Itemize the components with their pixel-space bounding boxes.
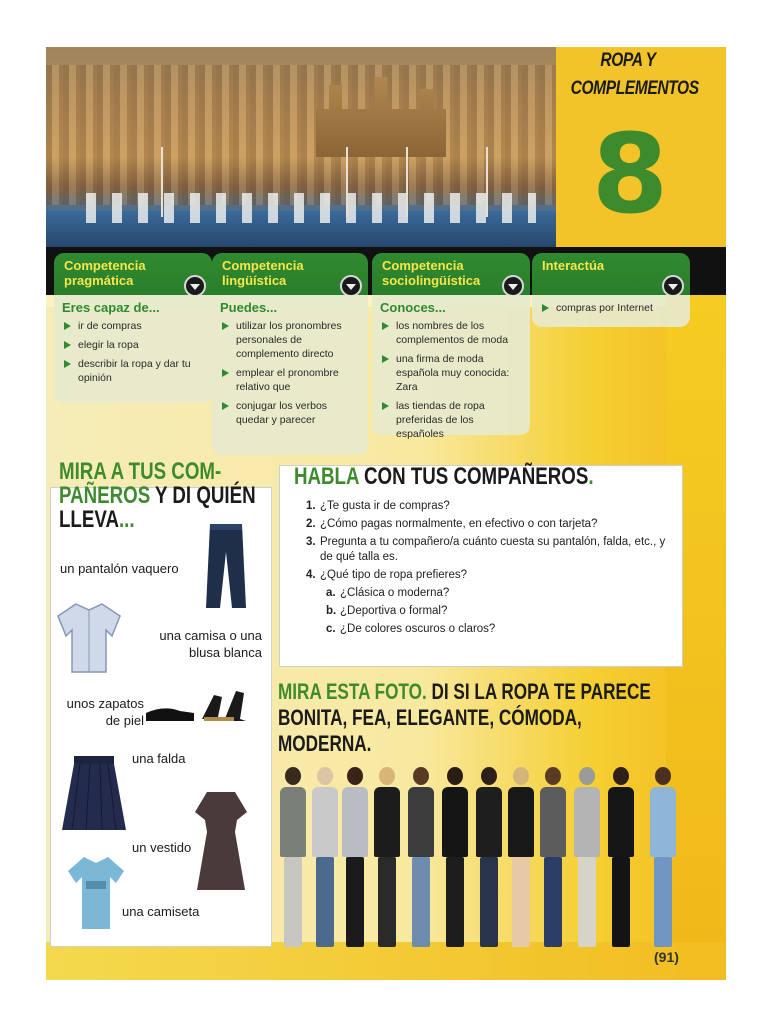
list-item: conjugar los verbos quedar y parecer bbox=[220, 399, 360, 427]
subquestion-text: ¿Deportiva o formal? bbox=[340, 605, 448, 617]
shirt-icon bbox=[54, 600, 124, 674]
subquestion-letter: b. bbox=[326, 605, 337, 617]
list-item: describir la ropa y dar tu opinión bbox=[62, 357, 204, 385]
tshirt-icon bbox=[66, 855, 126, 931]
chevron-down-icon[interactable] bbox=[340, 275, 362, 297]
chapter-title bbox=[570, 47, 699, 103]
subquestion-item bbox=[306, 622, 676, 637]
tab-title: Competencia sociolingüística bbox=[382, 258, 481, 288]
card-interactua bbox=[532, 295, 690, 327]
photo-buildings bbox=[46, 65, 556, 205]
person-figure bbox=[540, 767, 566, 947]
habla-heading-part: CON TUS COMPAÑEROS bbox=[358, 463, 589, 490]
habla-heading bbox=[294, 465, 594, 489]
photo-boats bbox=[86, 193, 536, 223]
clothes-label-shirt: una camisa o una blusa blanca bbox=[159, 628, 262, 660]
mira-heading-dots: ... bbox=[118, 506, 135, 533]
person-figure bbox=[508, 767, 534, 947]
tab-competencia-sociolinguistica[interactable] bbox=[372, 253, 530, 295]
chapter-title-line1: ROPA Y bbox=[600, 50, 656, 71]
mira-heading-part: MIRA A TUS COM- bbox=[59, 458, 222, 485]
question-item bbox=[306, 517, 676, 532]
person-figure bbox=[476, 767, 502, 947]
question-text: ¿Cómo pagas normalmente, en efectivo o con tarjeta? bbox=[320, 518, 598, 530]
person-figure bbox=[574, 767, 600, 947]
question-number: 3. bbox=[306, 536, 316, 548]
shoes-icon bbox=[144, 683, 254, 729]
clothes-label-jeans: un pantalón vaquero bbox=[60, 561, 179, 576]
city-harbor-photo bbox=[46, 47, 556, 247]
tab-title: Competencia pragmática bbox=[64, 258, 146, 288]
photo-mast bbox=[346, 147, 348, 217]
list-item: elegir la ropa bbox=[62, 338, 204, 352]
dress-icon bbox=[193, 788, 249, 892]
clothes-label-skirt: una falda bbox=[132, 751, 186, 766]
jeans-icon bbox=[204, 522, 248, 610]
list-item: ir de compras bbox=[62, 319, 204, 333]
mira-heading-part: LLEVA bbox=[59, 506, 119, 533]
photo-mast bbox=[161, 147, 163, 217]
person-figure bbox=[280, 767, 306, 947]
subquestion-letter: c. bbox=[326, 623, 336, 635]
list-item: una firma de moda española muy conocida: Zara bbox=[380, 352, 522, 394]
list-item: los nombres de los complementos de moda bbox=[380, 319, 522, 347]
card-intro: Conoces... bbox=[380, 300, 446, 315]
subquestion-letter: a. bbox=[326, 587, 336, 599]
clothes-label-tshirt: una camiseta bbox=[122, 904, 200, 919]
foto-heading-part: MIRA ESTA FOTO. bbox=[278, 679, 427, 704]
chevron-down-icon[interactable] bbox=[662, 275, 684, 297]
mira-heading-part: PAÑEROS bbox=[59, 482, 151, 509]
question-text: ¿Te gusta ir de compras? bbox=[320, 500, 450, 512]
chapter-number: 8 bbox=[591, 110, 669, 238]
question-number: 4. bbox=[306, 569, 316, 581]
photo-mast bbox=[406, 147, 408, 217]
card-pragmatica bbox=[54, 295, 212, 403]
card-intro: Eres capaz de... bbox=[62, 300, 160, 315]
subquestion-item bbox=[306, 586, 676, 601]
card-intro: Puedes... bbox=[220, 300, 278, 315]
subquestion-text: ¿De colores oscuros o claros? bbox=[340, 623, 496, 635]
tab-interactua[interactable] bbox=[532, 253, 690, 295]
list-item: las tiendas de ropa preferidas de los españoles bbox=[380, 399, 522, 441]
clothes-label-dress: un vestido bbox=[132, 840, 192, 855]
foto-heading-part: DI SI LA ROPA TE PARECE BONITA, FEA, ELEGANTE, CÓMODA, MODERNA. bbox=[278, 679, 651, 756]
list-item: utilizar los pronombres personales de complemento directo bbox=[220, 319, 360, 361]
chevron-down-icon[interactable] bbox=[502, 275, 524, 297]
bottom-strip bbox=[46, 942, 726, 980]
textbook-page bbox=[46, 47, 726, 980]
question-text: Pregunta a tu compañero/a cuánto cuesta su pantalón, falda, etc., y de qué talla es. bbox=[320, 536, 666, 563]
person-figure bbox=[608, 767, 634, 947]
tab-competencia-linguistica[interactable] bbox=[212, 253, 368, 295]
chapter-title-line2: COMPLEMENTOS bbox=[570, 78, 699, 99]
tab-competencia-pragmatica[interactable] bbox=[54, 253, 212, 295]
habla-heading-dot: . bbox=[588, 463, 594, 490]
page-number-value: 91 bbox=[658, 949, 675, 965]
list-item: emplear el pronombre relativo que bbox=[220, 366, 360, 394]
person-figure bbox=[442, 767, 468, 947]
photo-cathedral bbox=[316, 77, 446, 157]
subquestion-item bbox=[306, 604, 676, 619]
people-photo bbox=[276, 737, 696, 947]
question-number: 1. bbox=[306, 500, 316, 512]
mira-heading-part: Y DI QUIÉN bbox=[150, 482, 256, 509]
page-number: (91) bbox=[654, 949, 679, 965]
photo-mast bbox=[486, 147, 488, 217]
tab-title: Interactúa bbox=[542, 258, 605, 273]
skirt-icon bbox=[60, 754, 128, 832]
question-item bbox=[306, 568, 676, 583]
question-item bbox=[306, 499, 676, 514]
person-figure bbox=[342, 767, 368, 947]
person-figure bbox=[408, 767, 434, 947]
question-text: ¿Qué tipo de ropa prefieres? bbox=[320, 569, 468, 581]
questions-list bbox=[306, 499, 676, 640]
question-number: 2. bbox=[306, 518, 316, 530]
person-figure bbox=[650, 767, 676, 947]
clothes-label-shoes: unos zapatos de piel bbox=[66, 696, 144, 728]
tab-title: Competencia lingüística bbox=[222, 258, 304, 288]
chevron-down-icon[interactable] bbox=[184, 275, 206, 297]
person-figure bbox=[374, 767, 400, 947]
person-figure bbox=[312, 767, 338, 947]
question-item bbox=[306, 535, 676, 565]
card-sociolinguistica bbox=[372, 295, 530, 440]
habla-heading-part: HABLA bbox=[294, 463, 359, 490]
subquestion-text: ¿Clásica o moderna? bbox=[340, 587, 450, 599]
list-item: compras por Internet bbox=[540, 301, 682, 315]
card-linguistica bbox=[212, 295, 368, 455]
